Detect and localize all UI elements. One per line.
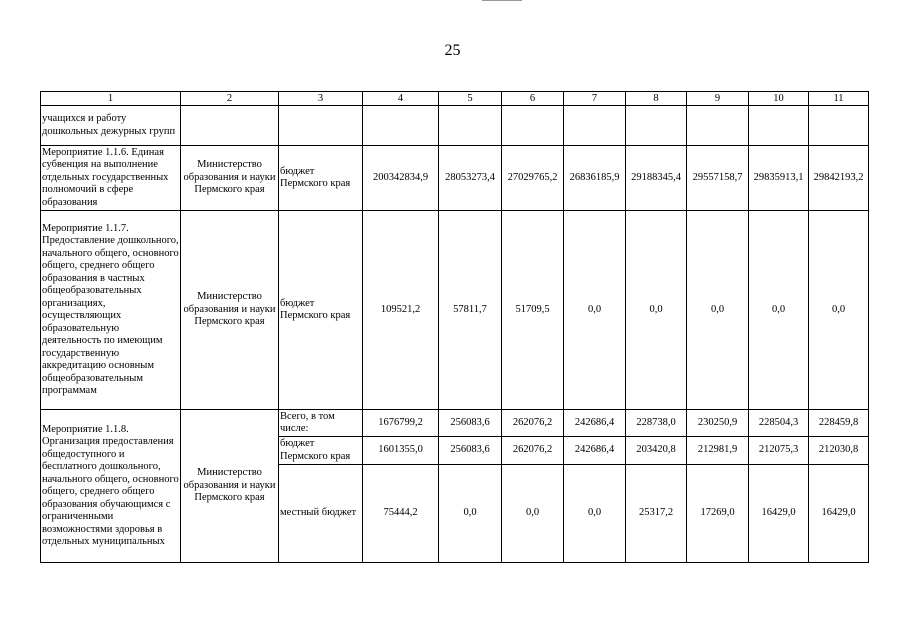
page-top-mark [482, 0, 522, 1]
budget-table [40, 91, 869, 563]
header-cell: 5 [439, 92, 502, 106]
value-cell: 0,0 [564, 211, 626, 410]
responsible-organization: Министерство образования и науки Пермского края [181, 410, 279, 563]
value-cell: 230250,9 [687, 410, 749, 437]
responsible-organization: Министерство образования и науки Пермского края [181, 146, 279, 211]
empty-cell [439, 106, 502, 146]
header-cell: 8 [626, 92, 687, 106]
empty-cell [564, 106, 626, 146]
table-row [41, 410, 869, 437]
header-cell: 2 [181, 92, 279, 106]
value-cell: 51709,5 [502, 211, 564, 410]
empty-cell [809, 106, 869, 146]
table-row [41, 146, 869, 211]
value-cell: 0,0 [809, 211, 869, 410]
empty-cell [363, 106, 439, 146]
table-row [41, 106, 869, 146]
value-cell: 17269,0 [687, 465, 749, 563]
funding-source: Всего, в том числе: [279, 410, 363, 437]
value-cell: 228459,8 [809, 410, 869, 437]
value-cell: 212075,3 [749, 437, 809, 465]
value-cell: 27029765,2 [502, 146, 564, 211]
value-cell: 29188345,4 [626, 146, 687, 211]
empty-cell [749, 106, 809, 146]
value-cell: 256083,6 [439, 410, 502, 437]
value-cell: 256083,6 [439, 437, 502, 465]
value-cell: 262076,2 [502, 410, 564, 437]
funding-source: местный бюджет [279, 465, 363, 563]
value-cell: 0,0 [626, 211, 687, 410]
header-row [41, 92, 869, 106]
value-cell: 242686,4 [564, 437, 626, 465]
empty-cell [279, 106, 363, 146]
value-cell: 0,0 [439, 465, 502, 563]
empty-cell [502, 106, 564, 146]
value-cell: 29835913,1 [749, 146, 809, 211]
value-cell: 228738,0 [626, 410, 687, 437]
header-cell: 9 [687, 92, 749, 106]
value-cell: 0,0 [564, 465, 626, 563]
value-cell: 26836185,9 [564, 146, 626, 211]
header-cell: 7 [564, 92, 626, 106]
value-cell: 29842193,2 [809, 146, 869, 211]
value-cell: 25317,2 [626, 465, 687, 563]
activity-description: Мероприятие 1.1.8. Организация предоставления общедоступного и бесплатного дошкольного, начального общего, основного общего, среднего общего образования обучающимся с ограниченными возможностями здоровья в отдельных муниципальных [41, 410, 181, 563]
value-cell: 228504,3 [749, 410, 809, 437]
value-cell: 1601355,0 [363, 437, 439, 465]
value-cell: 242686,4 [564, 410, 626, 437]
value-cell: 203420,8 [626, 437, 687, 465]
value-cell: 262076,2 [502, 437, 564, 465]
page-number: 25 [444, 42, 461, 59]
activity-description: Мероприятие 1.1.6. Единая субвенция на выполнение отдельных государственных полномочий в сфере образования [41, 146, 181, 211]
responsible-organization: Министерство образования и науки Пермского края [181, 211, 279, 410]
funding-source: бюджет Пермского края [279, 437, 363, 465]
funding-source: бюджет Пермского края [279, 146, 363, 211]
table-row [41, 211, 869, 410]
header-cell: 4 [363, 92, 439, 106]
empty-cell [181, 106, 279, 146]
activity-description: Мероприятие 1.1.7. Предоставление дошкольного, начального общего, основного общего, среднего общего образования в частных общеобразовательных организациях, осуществляющих образовательную деятельность по имеющим государственную аккредитацию основным общеобразовательным программам [41, 211, 181, 410]
value-cell: 16429,0 [749, 465, 809, 563]
value-cell: 0,0 [502, 465, 564, 563]
value-cell: 1676799,2 [363, 410, 439, 437]
header-cell: 1 [41, 92, 181, 106]
value-cell: 16429,0 [809, 465, 869, 563]
funding-source: бюджет Пермского края [279, 211, 363, 410]
header-cell: 11 [809, 92, 869, 106]
value-cell: 212981,9 [687, 437, 749, 465]
empty-cell [626, 106, 687, 146]
activity-description: учащихся и работу дошкольных дежурных групп [41, 106, 181, 146]
header-cell: 6 [502, 92, 564, 106]
value-cell: 28053273,4 [439, 146, 502, 211]
value-cell: 0,0 [749, 211, 809, 410]
value-cell: 57811,7 [439, 211, 502, 410]
value-cell: 200342834,9 [363, 146, 439, 211]
value-cell: 29557158,7 [687, 146, 749, 211]
value-cell: 212030,8 [809, 437, 869, 465]
header-cell: 10 [749, 92, 809, 106]
header-cell: 3 [279, 92, 363, 106]
empty-cell [687, 106, 749, 146]
value-cell: 109521,2 [363, 211, 439, 410]
value-cell: 0,0 [687, 211, 749, 410]
value-cell: 75444,2 [363, 465, 439, 563]
